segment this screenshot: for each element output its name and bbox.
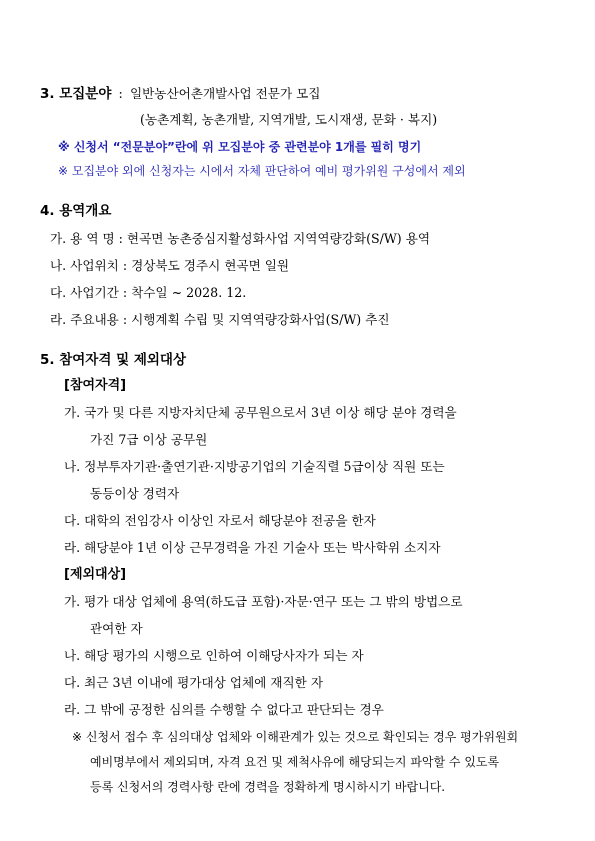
section4-item: 나. 사업위치 : 경상북도 경주시 현곡면 일원 <box>50 258 290 273</box>
section4-item: 라. 주요내용 : 시행계획 수립 및 지역역량강화사업(S/W) 추진 <box>50 312 390 327</box>
exclusion-item: 라. 그 밖에 공정한 심의를 수행할 수 없다고 판단되는 경우 <box>64 702 384 717</box>
footnote-line: 예비명부에서 제외되며, 자격 요건 및 제척사유에 해당되는지 파악할 수 있도록 <box>90 755 500 769</box>
section3-separator: : <box>118 86 123 101</box>
qualification-item: 나. 정부투자기관·출연기관·지방공기업의 기술직렬 5급이상 직원 또는 <box>64 459 445 474</box>
qualification-item-continued: 동등이상 경력자 <box>90 486 180 501</box>
section3-text: 일반농산어촌개발사업 전문가 모집 <box>129 86 321 101</box>
section3-line <box>40 86 320 102</box>
section4-title: 4. 용역개요 <box>40 203 112 219</box>
section3-note-2: ※ 모집분야 외에 신청자는 시에서 자체 판단하여 예비 평가위원 구성에서 제외 <box>58 164 466 178</box>
exclusion-item: 나. 해당 평가의 시행으로 인하여 이해당사자가 되는 자 <box>64 648 364 663</box>
section3-sub: (농촌계획, 농촌개발, 지역개발, 도시재생, 문화 · 복지) <box>140 112 438 127</box>
section5-title: 5. 참여자격 및 제외대상 <box>40 352 186 368</box>
section4-item: 다. 사업기간 : 착수일 ~ 2028. 12. <box>50 285 247 300</box>
section3-note-1: ※ 신청서 “전문분야”란에 위 모집분야 중 관련분야 1개를 필히 명기 <box>58 140 422 154</box>
section3-title: 3. 모집분야 <box>40 86 112 102</box>
qualification-item: 다. 대학의 전임강사 이상인 자로서 해당분야 전공을 한자 <box>64 513 376 528</box>
footnote-line: 등록 신청서의 경력사항 란에 경력을 정확하게 명시하시기 바랍니다. <box>90 780 446 794</box>
exclusion-item-continued: 관여한 자 <box>90 621 143 636</box>
qualification-item: 라. 해당분야 1년 이상 근무경력을 가진 기술사 또는 박사학위 소지자 <box>64 540 441 555</box>
section4-item: 가. 용 역 명 : 현곡면 농촌중심지활성화사업 지역역량강화(S/W) 용역 <box>50 231 431 246</box>
exclusion-item: 다. 최근 3년 이내에 평가대상 업체에 재직한 자 <box>64 675 324 690</box>
exclusion-heading: [제외대상] <box>64 567 127 582</box>
qualification-item-continued: 가진 7급 이상 공무원 <box>90 432 208 447</box>
qualification-heading: [참여자격] <box>64 378 127 393</box>
exclusion-item: 가. 평가 대상 업체에 용역(하도급 포함)·자문·연구 또는 그 밖의 방법으로 <box>64 594 463 609</box>
footnote-line: ※ 신청서 접수 후 심의대상 업체와 이해관계가 있는 것으로 확인되는 경우 평가위원회 <box>72 730 519 744</box>
qualification-item: 가. 국가 및 다른 지방자치단체 공무원으로서 3년 이상 해당 분야 경력을 <box>64 405 457 420</box>
